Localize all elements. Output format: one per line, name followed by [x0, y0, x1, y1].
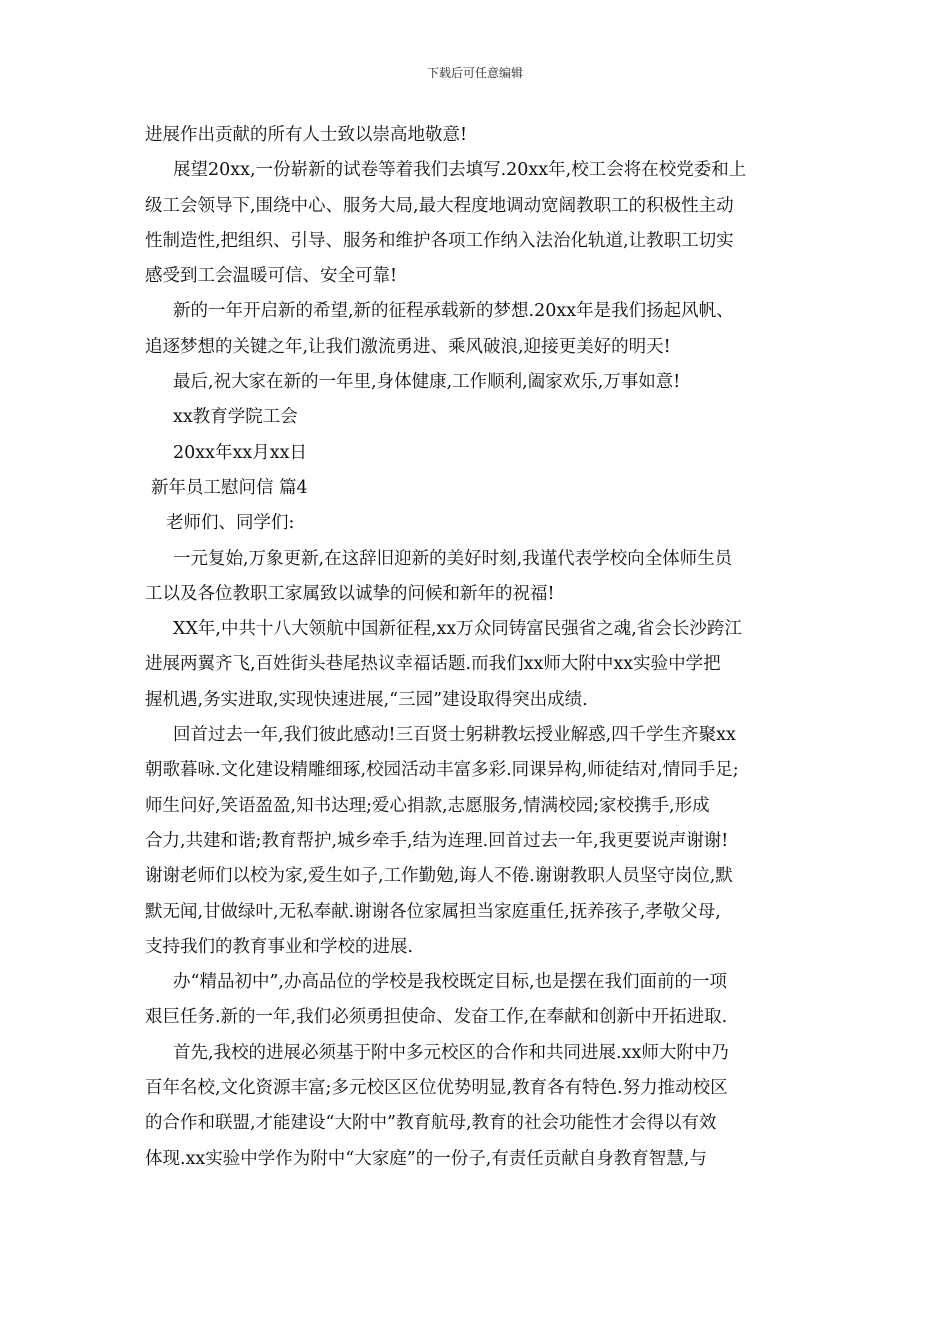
paragraph-start-line: 首先,我校的进展必须基于附中多元校区的合作和共同进展.xx师大附中乃: [173, 1042, 729, 1063]
text-line: 艰巨任务.新的一年,我们必须勇担使命、发奋工作,在奉献和创新中开拓进取.: [145, 1007, 728, 1028]
paragraph-start-line: 新的一年开启新的希望,新的征程承载新的梦想.20xx年是我们扬起风帆、: [173, 301, 734, 322]
paragraph-start-line: 最后,祝大家在新的一年里,身体健康,工作顺利,阖家欢乐,万事如意!: [173, 372, 681, 393]
text-line: 的合作和联盟,才能建设“大附中”教育航母,教育的社会功能性才会得以有效: [145, 1113, 717, 1134]
text-line: 感受到工会温暖可信、安全可靠!: [145, 266, 398, 287]
text-line: 追逐梦想的关键之年,让我们激流勇进、乘风破浪,迎接更美好的明天!: [145, 336, 671, 357]
text-line: 支持我们的教育事业和学校的进展.: [145, 936, 414, 957]
paragraph-start-line: 办“精品初中”,办高品位的学校是我校既定目标,也是摆在我们面前的一项: [173, 972, 728, 993]
salutation: 老师们、同学们:: [166, 513, 295, 534]
text-line: 谢谢老师们以校为家,爱生如子,工作勤勉,诲人不倦.谢谢教职人员坚守岗位,默: [145, 866, 733, 887]
text-line: 百年名校,文化资源丰富;多元校区区位优势明显,教育各有特色.努力推动校区: [145, 1078, 728, 1099]
text-line: 工以及各位教职工家属致以诚挚的问候和新年的祝福!: [145, 583, 555, 604]
text-line: 握机遇,务实进取,实现快速进展,“三园”建设取得突出成绩.: [145, 689, 588, 710]
text-line: 默无闻,甘做绿叶,无私奉献.谢谢各位家属担当家庭重任,抚养孩子,孝敬父母,: [145, 901, 721, 922]
paragraph-start-line: 一元复始,万象更新,在这辞旧迎新的美好时刻,我谨代表学校向全体师生员: [173, 548, 733, 569]
page-header-note: 下载后可任意编辑: [426, 66, 523, 80]
text-line: 进展两翼齐飞,百姓街头巷尾热议幸福话题.而我们xx师大附中xx实验中学把: [145, 654, 721, 675]
signature-organization: xx教育学院工会: [173, 407, 298, 428]
text-line: 师生问好,笑语盈盈,知书达理;爱心捐款,志愿服务,情满校园;家校携手,形成: [145, 795, 710, 816]
text-line: 进展作出贡献的所有人士致以崇高地敬意!: [145, 125, 468, 145]
paragraph-start-line: 展望20xx,一份崭新的试卷等着我们去填写.20xx年,校工会将在校党委和上: [173, 160, 747, 181]
text-line: 合力,共建和谐;教育帮护,城乡牵手,结为连理.回首过去一年,我更要说声谢谢!: [145, 830, 729, 851]
text-line: 性制造性,把组织、引导、服务和维护各项工作纳入法治化轨道,让教职工切实: [145, 230, 734, 251]
paragraph-start-line: 回首过去一年,我们彼此感动!三百贤士躬耕教坛授业解惑,四千学生齐聚xx: [173, 725, 736, 746]
paragraph-start-line: XX年,中共十八大领航中国新征程,xx万众同铸富民强省之魂,省会长沙跨江: [173, 619, 742, 640]
text-line: 朝歌暮咏.文化建设精雕细琢,校园活动丰富多彩.同课异构,师徒结对,情同手足;: [145, 760, 739, 781]
document-body: [145, 118, 815, 1177]
signature-date: 20xx年xx月xx日: [173, 442, 307, 463]
section-title: 新年员工慰问信 篇4: [151, 477, 308, 498]
text-line: 级工会领导下,围绕中心、服务大局,最大程度地调动宽阔教职工的积极性主动: [145, 195, 734, 216]
text-line: 体现.xx实验中学作为附中“大家庭”的一份子,有责任贡献自身教育智慧,与: [145, 1148, 707, 1169]
